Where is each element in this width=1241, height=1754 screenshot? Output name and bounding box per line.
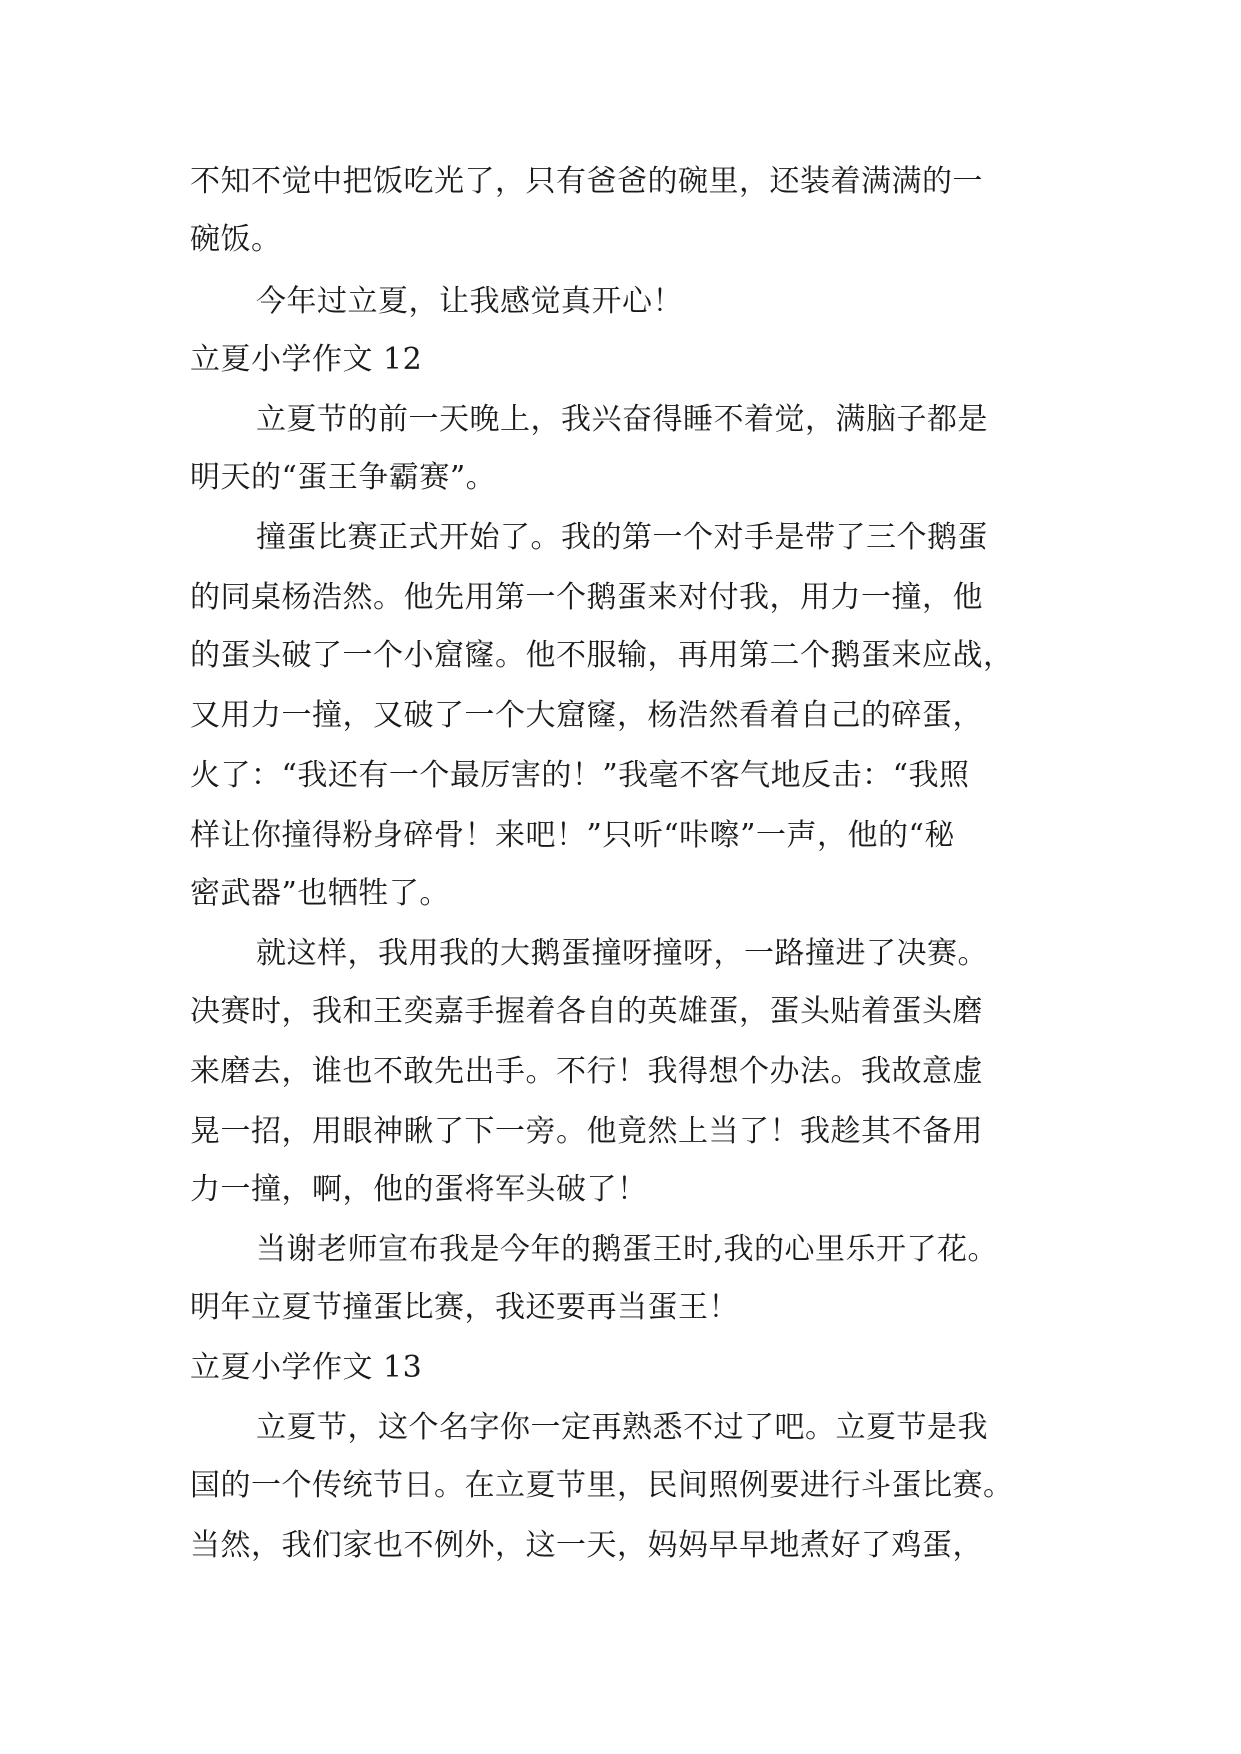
text-line: 来磨去，谁也不敢先出手。不行！我得想个办法。我故意虚 [190,1054,983,1089]
text-line: 国的一个传统节日。在立夏节里，民间照例要进行斗蛋比赛。 [190,1468,1014,1503]
text-line: 明天的“蛋王争霸赛”。 [190,460,497,495]
text-line: 密武器”也牺牲了。 [190,876,450,911]
text-line: 火了：“我还有一个最厉害的！”我毫不客气地反击：“我照 [190,758,970,793]
paragraph-first-line: 今年过立夏，让我感觉真开心！ [256,284,683,319]
text-line: 力一撞，啊，他的蛋将军头破了！ [190,1172,648,1207]
paragraph-first-line: 撞蛋比赛正式开始了。我的第一个对手是带了三个鹅蛋 [256,520,988,555]
text-line: 当然，我们家也不例外，这一天，妈妈早早地煮好了鸡蛋， [190,1528,983,1563]
text-line: 晃一招，用眼神瞅了下一旁。他竟然上当了！我趁其不备用 [190,1114,983,1149]
paragraph-first-line: 就这样，我用我的大鹅蛋撞呀撞呀，一路撞进了决赛。 [256,936,988,971]
text-line: 不知不觉中把饭吃光了，只有爸爸的碗里，还装着满满的一 [190,164,983,199]
paragraph-first-line: 立夏节的前一天晚上，我兴奋得睡不着觉，满脑子都是 [256,402,988,437]
text-line: 明年立夏节撞蛋比赛，我还要再当蛋王！ [190,1290,739,1325]
paragraph-first-line: 当谢老师宣布我是今年的鹅蛋王时,我的心里乐开了花。 [256,1232,999,1267]
text-line: 样让你撞得粉身碎骨！来吧！”只听“咔嚓”一声，他的“秘 [190,818,955,853]
section-heading: 立夏小学作文 12 [190,342,423,377]
text-line: 决赛时，我和王奕嘉手握着各自的英雄蛋，蛋头贴着蛋头磨 [190,994,983,1029]
section-heading: 立夏小学作文 13 [190,1350,423,1385]
text-line: 碗饭。 [190,222,282,257]
text-line: 的蛋头破了一个小窟窿。他不服输，再用第二个鹅蛋来应战， [190,638,1014,673]
text-line: 的同桌杨浩然。他先用第一个鹅蛋来对付我，用力一撞，他 [190,580,983,615]
text-line: 又用力一撞，又破了一个大窟窿，杨浩然看着自己的碎蛋， [190,698,983,733]
paragraph-first-line: 立夏节，这个名字你一定再熟悉不过了吧。立夏节是我 [256,1410,988,1445]
